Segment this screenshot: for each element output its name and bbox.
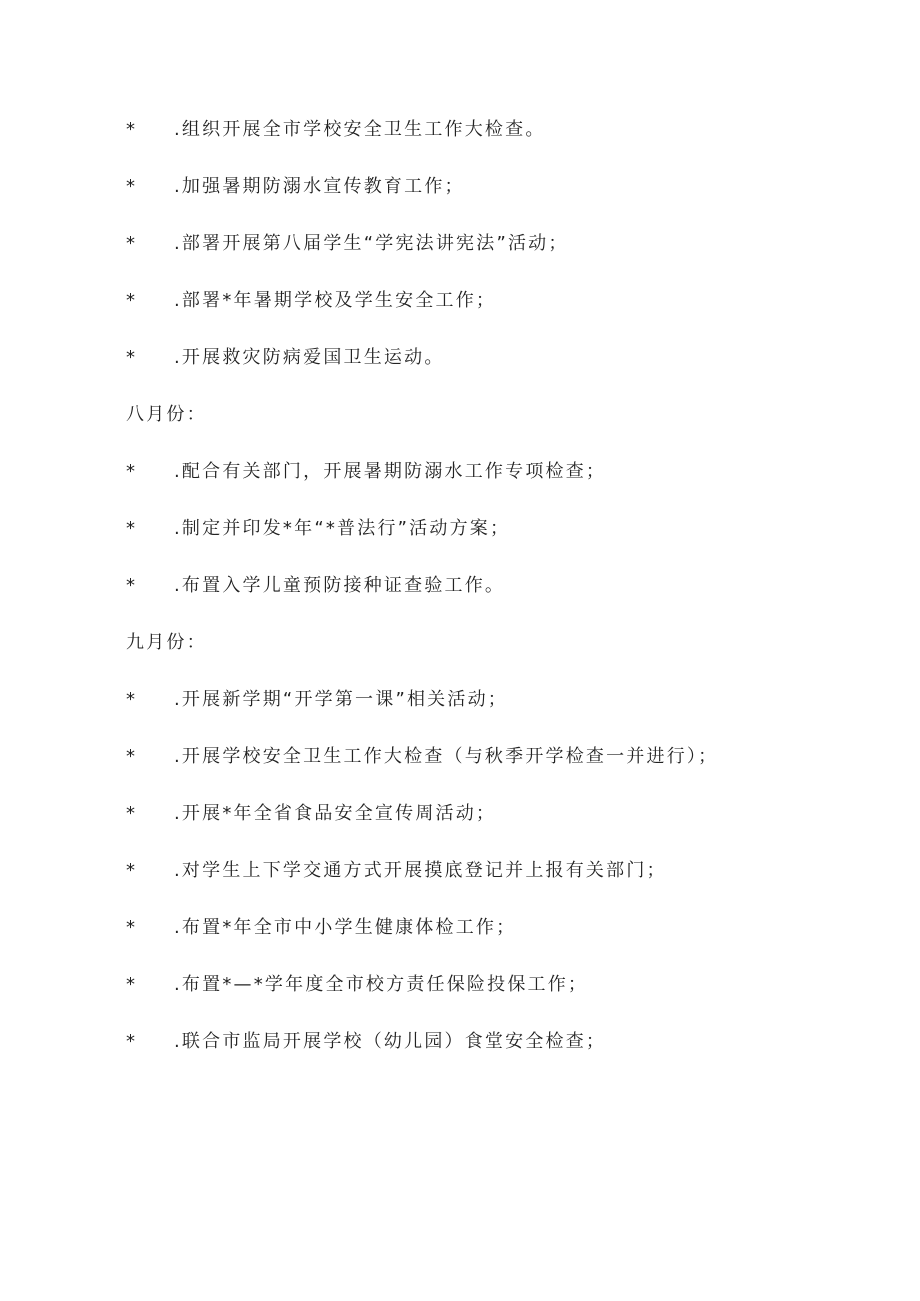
bullet-marker: * [126,1031,135,1052]
list-item [126,572,886,629]
bullet-marker: * [126,746,135,767]
list-item-text: .开展学校安全卫生工作大检查（与秋季开学检查一并进行）； [174,746,719,767]
bullet-marker: * [126,119,135,140]
bullet-marker: * [126,518,135,539]
list-item [126,800,886,857]
list-item-text: .联合市监局开展学校（幼儿园）食堂安全检查； [174,1031,607,1052]
document-content [126,116,886,1085]
bullet-marker: * [126,575,135,596]
list-item-text: .组织开展全市学校安全卫生工作大检查。 [174,119,546,140]
list-item [126,287,886,344]
list-item [126,743,886,800]
list-item-text: .开展新学期“开学第一课”相关活动； [174,689,508,710]
list-item [126,857,886,914]
list-item [126,230,886,287]
bullet-marker: * [126,974,135,995]
bullet-marker: * [126,689,135,710]
list-item-text: .开展救灾防病爱国卫生运动。 [174,347,445,368]
bullet-marker: * [126,917,135,938]
list-item-text: .对学生上下学交通方式开展摸底登记并上报有关部门； [174,860,667,881]
list-item [126,116,886,173]
list-item-text: .布置*年全市中小学生健康体检工作； [174,917,517,938]
bullet-marker: * [126,860,135,881]
list-item [126,1028,886,1085]
list-item-text: .布置*—*学年度全市校方责任保险投保工作； [174,974,589,995]
bullet-marker: * [126,233,135,254]
list-item [126,173,886,230]
bullet-marker: * [126,347,135,368]
list-item-text: .配合有关部门，开展暑期防溺水工作专项检查； [174,461,607,482]
list-item-text: .部署*年暑期学校及学生安全工作； [174,290,497,311]
section-heading: 九月份： [126,632,207,653]
list-item-text: .开展*年全省食品安全宣传周活动； [174,803,497,824]
list-item-text: .制定并印发*年“*普法行”活动方案； [174,518,511,539]
bullet-marker: * [126,803,135,824]
bullet-marker: * [126,290,135,311]
list-item [126,344,886,401]
list-item [126,971,886,1028]
list-item [126,458,886,515]
list-item-text: .加强暑期防溺水宣传教育工作； [174,176,465,197]
list-item-text: .布置入学儿童预防接种证查验工作。 [174,575,506,596]
list-item [126,515,886,572]
section-heading: 八月份： [126,404,207,425]
bullet-marker: * [126,176,135,197]
list-item [126,914,886,971]
list-item [126,686,886,743]
list-item-text: .部署开展第八届学生“学宪法讲宪法”活动； [174,233,569,254]
bullet-marker: * [126,461,135,482]
